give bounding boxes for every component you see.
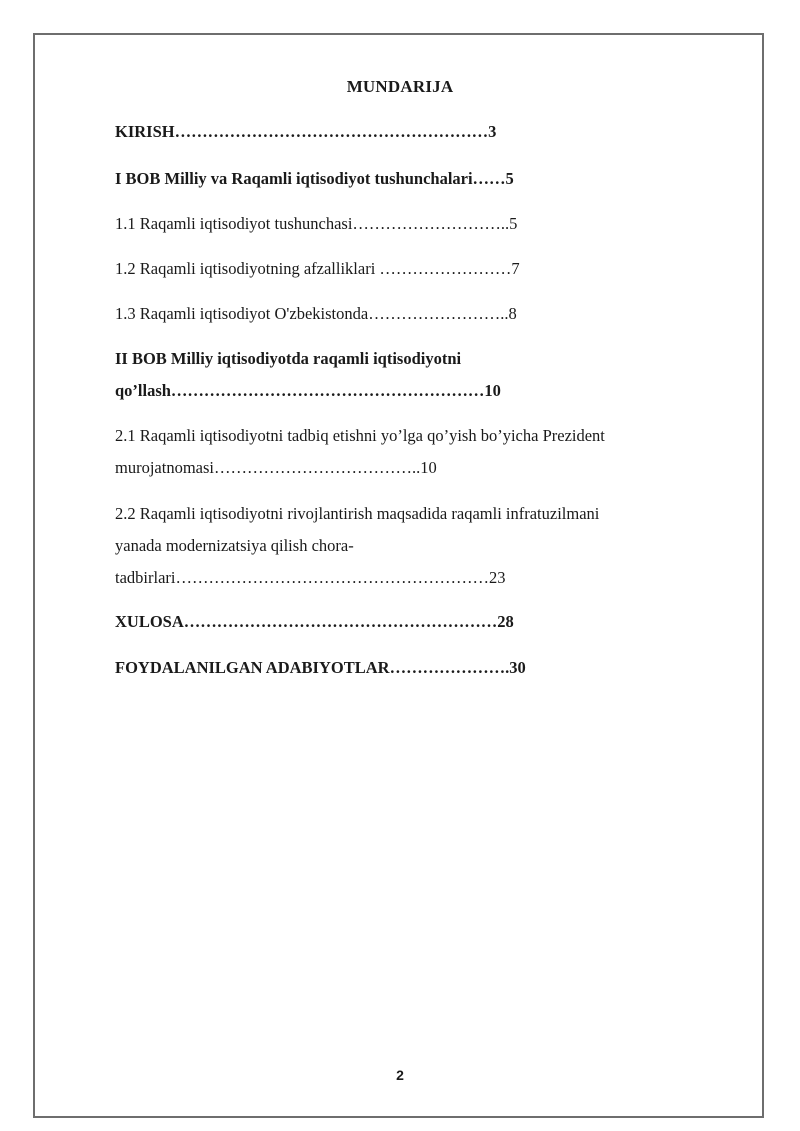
toc-entry-chapter-1: I BOB Milliy va Raqamli iqtisodiyot tushunchalari……5 <box>115 169 514 188</box>
toc-entry-1-1: 1.1 Raqamli iqtisodiyot tushunchasi………………………..5 <box>115 214 518 233</box>
toc-entry-references: FOYDALANILGAN ADABIYOTLAR………………….30 <box>115 658 526 677</box>
toc-entry-2-1-line-1: 2.1 Raqamli iqtisodiyotni tadbiq etishni yo’lga qo’yish bo’yicha Prezident <box>115 426 605 445</box>
toc-entry-1-3: 1.3 Raqamli iqtisodiyot O'zbekistonda……………………..8 <box>115 304 517 323</box>
toc-entry-2-2-line-1: 2.2 Raqamli iqtisodiyotni rivojlantirish maqsadida raqamli infratuzilmani <box>115 504 600 523</box>
toc-entry-2-2-line-3: tadbirlari…………………………………………………23 <box>115 568 506 587</box>
toc-entry-chapter-2-line-1: II BOB Milliy iqtisodiyotda raqamli iqtisodiyotni <box>115 349 462 368</box>
toc-entry-chapter-2-line-2: qo’llash…………………………………………………10 <box>115 381 501 400</box>
toc-entry-kirish: KIRISH…………………………………………………3 <box>115 122 497 141</box>
toc-title: MUNDARIJA <box>346 77 454 96</box>
toc-entry-1-2: 1.2 Raqamli iqtisodiyotning afzalliklari ……………………7 <box>115 259 520 278</box>
toc-entry-2-1-line-2: murojatnomasi………………………………..10 <box>115 458 437 477</box>
toc-entry-xulosa: XULOSA…………………………………………………28 <box>115 612 514 631</box>
toc-entry-2-2-line-2: yanada modernizatsiya qilish chora- <box>115 536 354 555</box>
page-number: 2 <box>396 1067 404 1083</box>
